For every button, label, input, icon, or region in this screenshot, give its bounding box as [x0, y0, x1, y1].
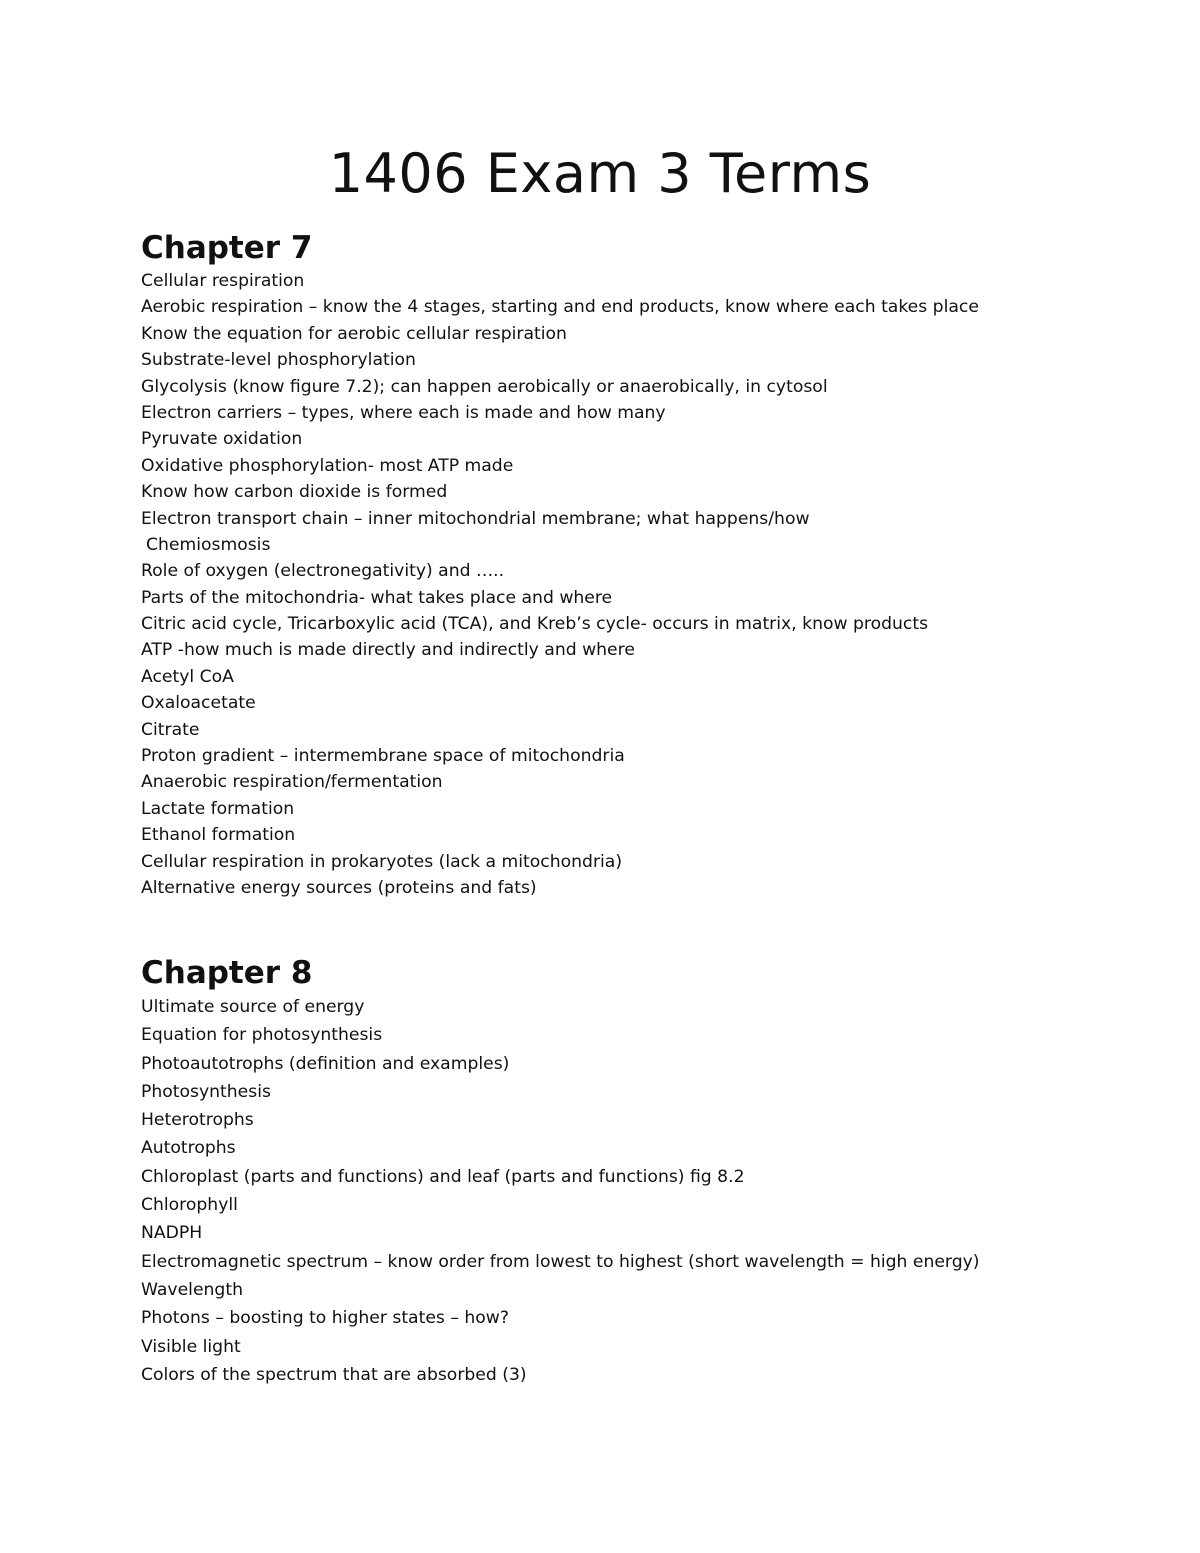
term-list [141, 268, 1101, 901]
term-item: Cellular respiration in prokaryotes (lack a mitochondria) [141, 851, 623, 872]
term-item: Electromagnetic spectrum – know order from lowest to highest (short wavelength = high energy) [141, 1251, 980, 1272]
term-item: Citric acid cycle, Tricarboxylic acid (TCA), and Kreb’s cycle- occurs in matrix, know products [141, 614, 929, 635]
chapter-heading: Chapter 7 [141, 230, 313, 266]
term-item: Photoautotrophs (definition and examples) [141, 1053, 510, 1074]
term-item: Cellular respiration [141, 271, 305, 291]
term-item: Anaerobic respiration/fermentation [141, 772, 443, 793]
chapter-heading: Chapter 8 [141, 955, 313, 991]
term-item: Pyruvate oxidation [141, 429, 303, 450]
term-item: Visible light [141, 1336, 241, 1357]
term-item: Autotrophs [141, 1138, 236, 1159]
term-item: Know how carbon dioxide is formed [141, 482, 448, 503]
term-item: Ultimate source of energy [141, 997, 365, 1017]
term-item: Oxaloacetate [141, 693, 256, 714]
term-item: Chlorophyll [141, 1195, 238, 1216]
term-item: Wavelength [141, 1279, 243, 1300]
term-item: Substrate-level phosphorylation [141, 350, 416, 371]
term-item: Colors of the spectrum that are absorbed (3) [141, 1364, 527, 1385]
term-item: Ethanol formation [141, 825, 296, 846]
term-item: Photons – boosting to higher states – how? [141, 1308, 509, 1329]
term-item: Alternative energy sources (proteins and fats) [141, 877, 537, 898]
term-item: Citrate [141, 719, 200, 740]
term-list [141, 993, 1101, 1389]
term-item: Glycolysis (know figure 7.2); can happen aerobically or anaerobically, in cytosol [141, 376, 828, 397]
term-item: Chloroplast (parts and functions) and leaf (parts and functions) fig 8.2 [141, 1166, 745, 1187]
term-item: Heterotrophs [141, 1110, 254, 1131]
term-item: Electron transport chain – inner mitochondrial membrane; what happens/how [141, 508, 810, 529]
term-item: Electron carriers – types, where each is made and how many [141, 402, 666, 423]
term-item: Equation for photosynthesis [141, 1025, 383, 1046]
term-item: Photosynthesis [141, 1081, 271, 1102]
chapter-8-section [141, 953, 1101, 1389]
document-title: 1406 Exam 3 Terms [328, 142, 872, 205]
term-item: Lactate formation [141, 798, 295, 819]
term-item: NADPH [141, 1223, 203, 1244]
term-item: Know the equation for aerobic cellular respiration [141, 323, 567, 344]
term-item: Chemiosmosis [146, 534, 271, 555]
term-item: Aerobic respiration – know the 4 stages, starting and end products, know where each takes place [141, 297, 979, 318]
term-item: ATP -how much is made directly and indirectly and where [141, 640, 635, 661]
term-item: Role of oxygen (electronegativity) and ….. [141, 561, 505, 582]
term-item: Oxidative phosphorylation- most ATP made [141, 455, 514, 476]
term-item: Acetyl CoA [141, 666, 234, 687]
term-item: Parts of the mitochondria- what takes place and where [141, 587, 613, 608]
term-item: Proton gradient – intermembrane space of mitochondria [141, 746, 625, 767]
chapter-7-section [141, 228, 1101, 901]
